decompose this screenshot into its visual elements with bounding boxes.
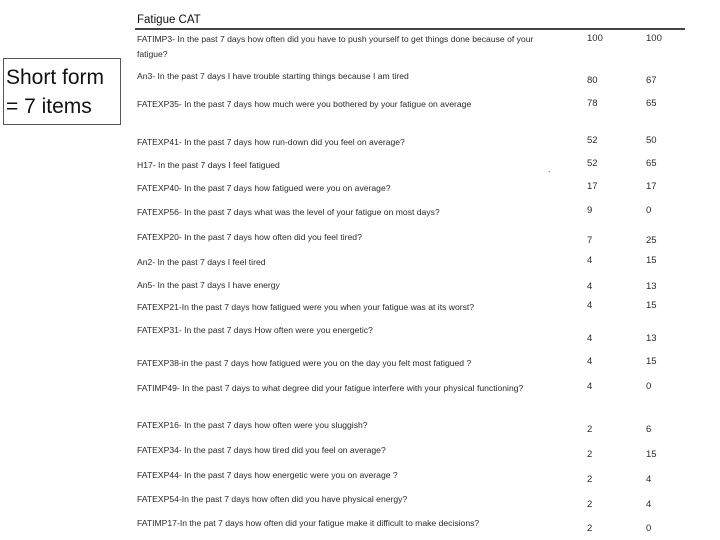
stray-mark: ` <box>548 170 551 180</box>
item-description: FATIMP17-In the pat 7 days how often did your fatigue make it difficult to make decisions? <box>137 518 480 528</box>
value-col-2: 0 <box>646 205 652 216</box>
value-col-1: 17 <box>587 181 598 192</box>
page-title: Fatigue CAT <box>137 14 201 26</box>
value-col-1: 100 <box>587 33 603 44</box>
value-col-1: 7 <box>587 235 593 246</box>
item-description: FATEXP56- In the past 7 days what was the level of your fatigue on most days? <box>137 207 440 217</box>
item-description: FATEXP38-in the past 7 days how fatigued were you on the day you felt most fatigued ? <box>137 358 472 368</box>
value-col-2: 100 <box>646 33 662 44</box>
item-description: FATEXP35- In the past 7 days how much were you bothered by your fatigue on average <box>137 99 472 109</box>
item-description: An2- In the past 7 days I feel tired <box>137 257 266 267</box>
value-col-2: 65 <box>646 98 657 109</box>
item-description: FATEXP44- In the past 7 days how energetic were you on average ? <box>137 470 398 480</box>
item-description: FATEXP40- In the past 7 days how fatigued were you on average? <box>137 183 391 193</box>
value-col-1: 2 <box>587 449 593 460</box>
item-description: FATIMP49- In the past 7 days to what degree did your fatigue interfere with your physical functioning? <box>137 383 524 393</box>
value-col-1: 4 <box>587 356 593 367</box>
item-description: FATEXP20- In the past 7 days how often did you feel tired? <box>137 232 362 242</box>
value-col-1: 4 <box>587 300 593 311</box>
value-col-2: 17 <box>646 181 657 192</box>
item-description: FATIMP3- In the past 7 days how often did you have to push yourself to get things done because of your fatigue? <box>137 34 534 59</box>
item-description: H17- In the past 7 days I feel fatigued <box>137 160 280 170</box>
value-col-1: 2 <box>587 474 593 485</box>
value-col-2: 25 <box>646 235 657 246</box>
item-description: FATEXP54-In the past 7 days how often did you have physical energy? <box>137 494 408 504</box>
value-col-1: 2 <box>587 424 593 435</box>
value-col-1: 9 <box>587 205 593 216</box>
value-col-1: 4 <box>587 281 593 292</box>
value-col-2: 67 <box>646 75 657 86</box>
value-col-2: 15 <box>646 449 657 460</box>
value-col-2: 50 <box>646 135 657 146</box>
short-form-line-1: Short form <box>6 66 105 89</box>
value-col-2: 15 <box>646 255 657 266</box>
item-description: FATEXP21-In the past 7 days how fatigued were you when your fatigue was at its worst? <box>137 302 475 312</box>
value-col-1: 52 <box>587 158 598 169</box>
title-divider <box>135 28 685 30</box>
value-col-2: 0 <box>646 523 652 534</box>
value-col-1: 80 <box>587 75 598 86</box>
value-col-2: 4 <box>646 499 652 510</box>
value-col-1: 52 <box>587 135 598 146</box>
item-description: An3- In the past 7 days I have trouble starting things because I am tired <box>137 71 409 81</box>
value-col-2: 6 <box>646 424 652 435</box>
value-col-2: 15 <box>646 356 657 367</box>
value-col-1: 4 <box>587 333 593 344</box>
value-col-2: 15 <box>646 300 657 311</box>
value-col-2: 4 <box>646 474 652 485</box>
value-col-1: 2 <box>587 523 593 534</box>
item-description: FATEXP34- In the past 7 days how tired did you feel on average? <box>137 445 386 455</box>
value-col-2: 13 <box>646 281 657 292</box>
value-col-1: 2 <box>587 499 593 510</box>
short-form-line-2: = 7 items <box>6 95 92 118</box>
value-col-2: 0 <box>646 381 652 392</box>
item-description: FATEXP31- In the past 7 days How often were you energetic? <box>137 325 373 335</box>
item-description: FATEXP41- In the past 7 days how run-down did you feel on average? <box>137 137 405 147</box>
value-col-2: 13 <box>646 333 657 344</box>
item-description: An5- In the past 7 days I have energy <box>137 280 280 290</box>
short-form-box <box>3 58 121 125</box>
value-col-2: 65 <box>646 158 657 169</box>
value-col-1: 4 <box>587 381 593 392</box>
value-col-1: 4 <box>587 255 593 266</box>
value-col-1: 78 <box>587 98 598 109</box>
item-description: FATEXP16- In the past 7 days how often were you sluggish? <box>137 420 368 430</box>
